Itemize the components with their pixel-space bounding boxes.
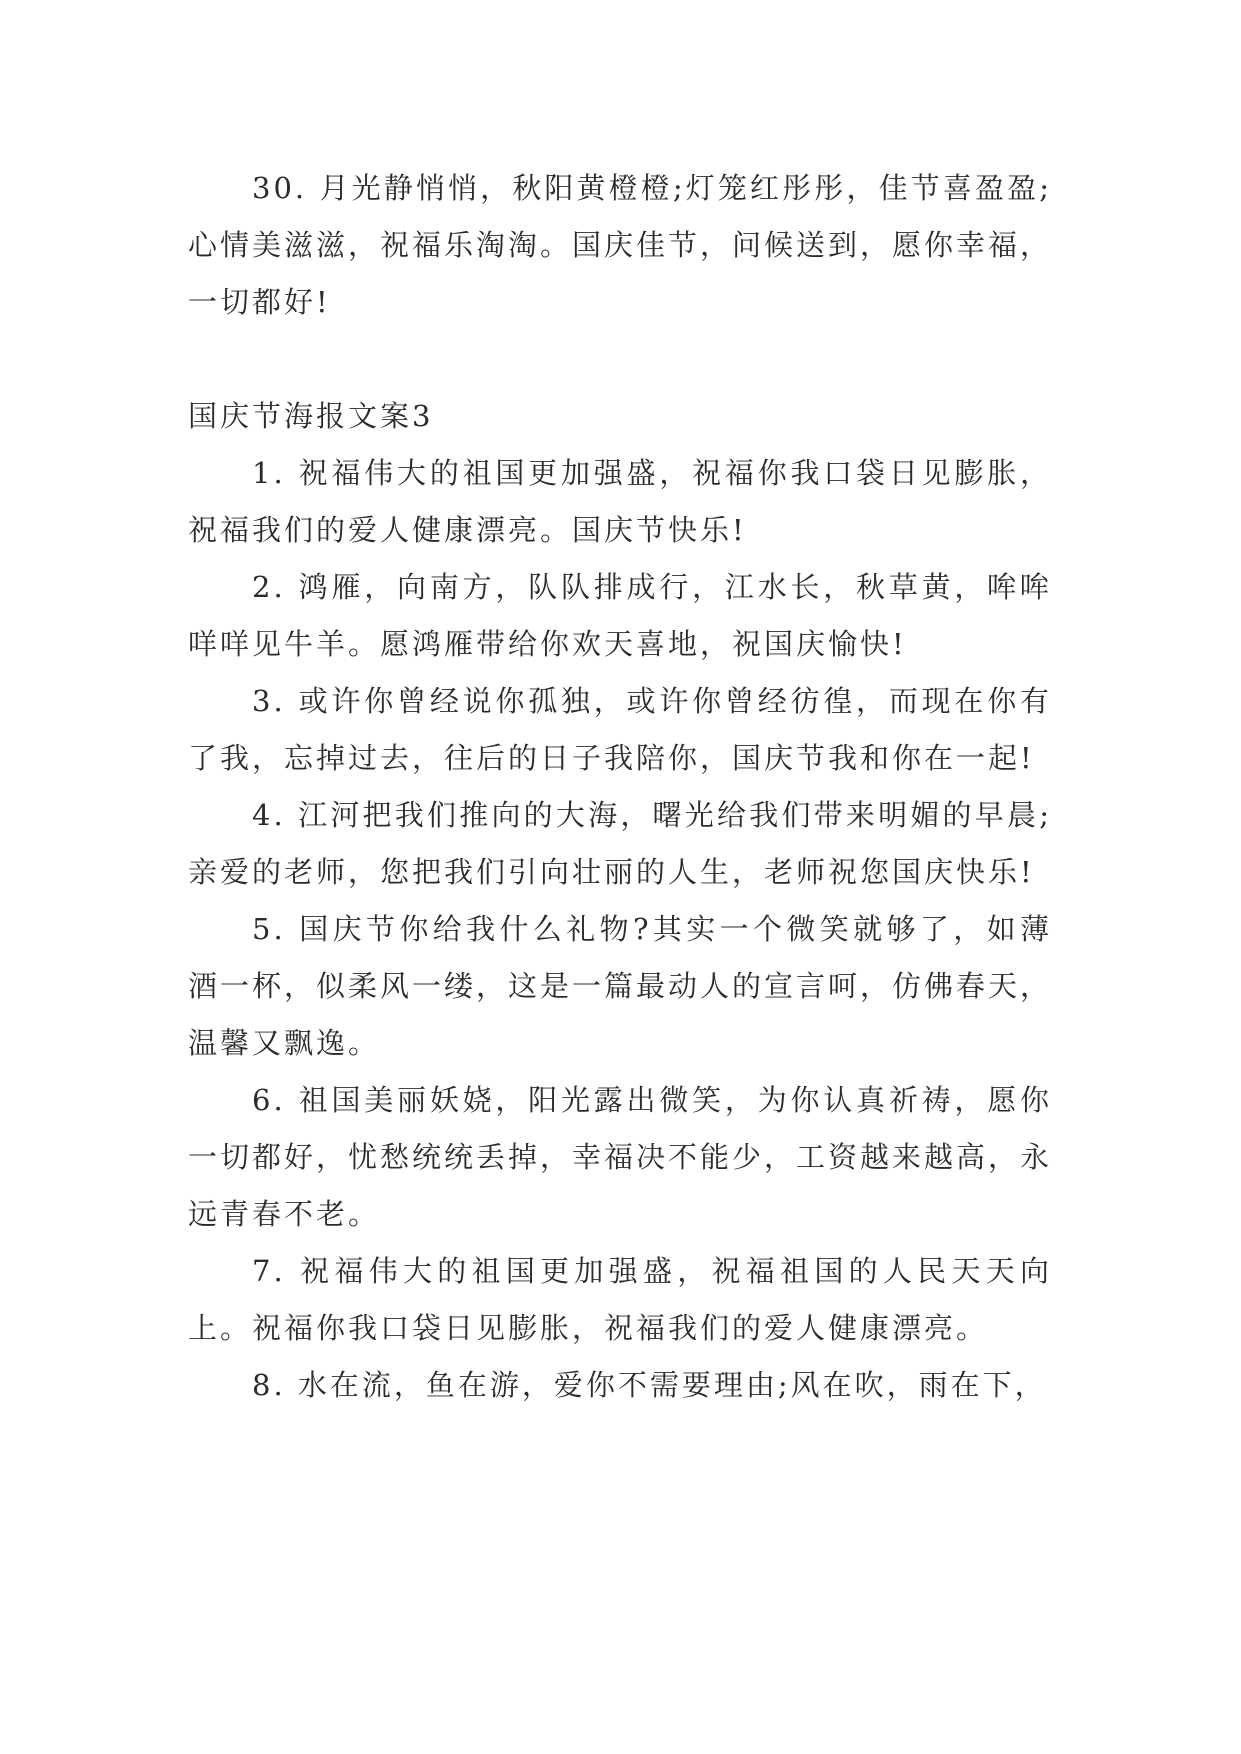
list-item: 2. 鸿雁，向南方，队队排成行，江水长，秋草黄，哞哞咩咩见牛羊。愿鸿雁带给你欢天喜地，祝国庆愉快! <box>188 570 1052 661</box>
list-item: 1. 祝福伟大的祖国更加强盛，祝福你我口袋日见膨胀，祝福我们的爱人健康漂亮。国庆节快乐! <box>188 456 1052 547</box>
intro-paragraph: 30. 月光静悄悄，秋阳黄橙橙;灯笼红彤彤，佳节喜盈盈;心情美滋滋，祝福乐淘淘。国庆佳节，问候送到，愿你幸福，一切都好! <box>188 171 1053 319</box>
list-item: 5. 国庆节你给我什么礼物?其实一个微笑就够了，如薄酒一杯，似柔风一缕，这是一篇最动人的宣言呵，仿佛春天，温馨又飘逸。 <box>188 912 1053 1060</box>
list-item: 8. 水在流，鱼在游，爱你不需要理由;风在吹，雨在下， <box>252 1368 1047 1402</box>
list-item: 4. 江河把我们推向的大海，曙光给我们带来明媚的早晨;亲爱的老师，您把我们引向壮丽的人生，老师祝您国庆快乐! <box>188 798 1052 889</box>
section-heading: 国庆节海报文案3 <box>188 399 434 433</box>
list-item: 3. 或许你曾经说你孤独，或许你曾经彷徨，而现在你有了我，忘掉过去，往后的日子我陪你，国庆节我和你在一起! <box>188 684 1052 775</box>
list-item: 7. 祝福伟大的祖国更加强盛，祝福祖国的人民天天向上。祝福你我口袋日见膨胀，祝福我们的爱人健康漂亮。 <box>188 1254 1052 1345</box>
list-item: 6. 祖国美丽妖娆，阳光露出微笑，为你认真祈祷，愿你一切都好，忧愁统统丢掉，幸福决不能少，工资越来越高，永远青春不老。 <box>188 1083 1053 1231</box>
document-body <box>188 160 1052 1414</box>
